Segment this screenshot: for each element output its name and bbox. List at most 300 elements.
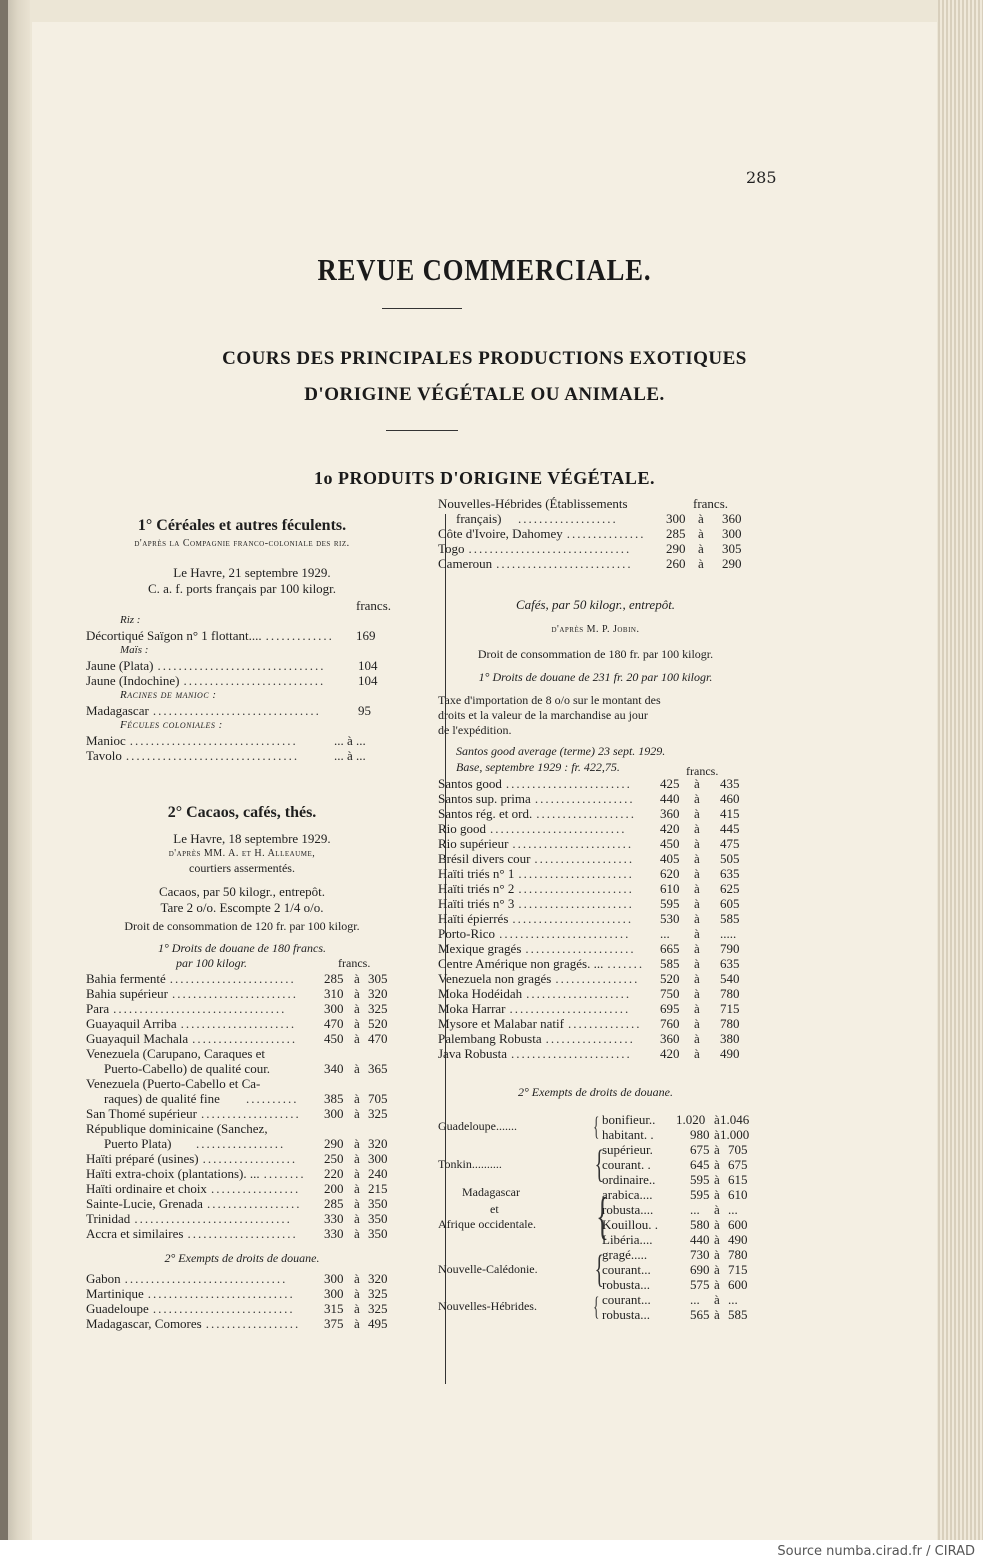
- brace-icon: {: [593, 1112, 600, 1141]
- page-title: REVUE COMMERCIALE.: [317, 252, 652, 287]
- a-separator: à: [714, 1292, 720, 1307]
- a-separator: à: [714, 1307, 720, 1322]
- tare-line: Tare 2 o/o. Escompte 2 1/4 o/o.: [160, 900, 324, 915]
- a-separator: à: [694, 1031, 700, 1046]
- row-value-low: 330: [324, 1211, 344, 1226]
- row-value-low: 595: [690, 1172, 710, 1187]
- row-label: Haïti épierrés: [438, 911, 509, 926]
- a-separator: à: [694, 971, 700, 986]
- row-value-low: 300: [324, 1286, 344, 1301]
- row-label: Gabon: [86, 1271, 121, 1286]
- a-separator: à: [694, 1046, 700, 1061]
- leader-dots: .......................: [510, 1046, 632, 1061]
- table-row: [86, 1106, 398, 1121]
- row-value-high: 325: [368, 1106, 388, 1121]
- row-label: Guayaquil Arriba: [86, 1016, 177, 1031]
- quality-label: Libéria....: [602, 1232, 653, 1247]
- table-row: [86, 1226, 398, 1241]
- table-row: [438, 986, 753, 1001]
- row-value-low: 315: [324, 1301, 344, 1316]
- row-label: Rio supérieur: [438, 836, 509, 851]
- row-label: République dominicaine (Sanchez,: [86, 1121, 268, 1136]
- row-value-high: 705: [368, 1091, 388, 1106]
- row-label: Para: [86, 1001, 110, 1016]
- row-value-high: 1.046: [720, 1112, 750, 1127]
- row-label: Manioc: [86, 733, 126, 748]
- title-rule: [382, 308, 462, 309]
- row-label: Moka Hodéidah: [438, 986, 523, 1001]
- row-value-low: 450: [324, 1031, 344, 1046]
- row-value-high: 380: [720, 1031, 740, 1046]
- a-separator: à: [714, 1187, 720, 1202]
- a-separator: à: [354, 1016, 360, 1031]
- leader-dots: .............: [265, 628, 334, 643]
- row-value-high: 625: [720, 881, 740, 896]
- row-label: Cameroun: [438, 556, 493, 571]
- cacao-list: [86, 1151, 398, 1241]
- table-row: [438, 806, 753, 821]
- terms-line: C. a. f. ports français par 100 kilogr.: [147, 581, 337, 596]
- table-row: [86, 733, 398, 748]
- leader-dots: ..................: [206, 1196, 302, 1211]
- row-label: Centre Amérique non gragés. ...: [438, 956, 604, 971]
- table-row: [86, 628, 398, 643]
- place-label: Nouvelles-Hébrides.: [438, 1299, 537, 1313]
- leader-dots: ..................: [205, 1316, 301, 1331]
- row-value-high: 435: [720, 776, 740, 791]
- a-separator: à: [354, 1301, 360, 1316]
- place-label: Nouvelle-Calédonie.: [438, 1261, 538, 1276]
- row-value-high: 320: [368, 986, 388, 1001]
- table-row: [86, 703, 398, 718]
- a-separator: à: [694, 836, 700, 851]
- row-value-low: 730: [690, 1247, 710, 1262]
- row-value-high: 490: [728, 1232, 748, 1247]
- brace-icon: {: [596, 1188, 609, 1245]
- row-value-low: 360: [660, 1031, 680, 1046]
- leader-dots: .................: [210, 1181, 301, 1196]
- row-value-low: 420: [660, 821, 680, 836]
- unit-label: francs.: [338, 956, 371, 970]
- row-label: Mexique gragés: [438, 941, 522, 956]
- row-label: San Thomé supérieur: [86, 1106, 197, 1121]
- leader-dots: ...........................: [152, 1301, 295, 1316]
- row-label: Sainte-Lucie, Grenada: [86, 1196, 203, 1211]
- leader-dots: .......................: [509, 1001, 631, 1016]
- table-row: [438, 1292, 753, 1307]
- table-row: [86, 1151, 398, 1166]
- row-value-low: 645: [690, 1157, 710, 1172]
- row-label: Puerto Plata): [104, 1136, 172, 1151]
- row-label: Haïti triés n° 2: [438, 881, 515, 896]
- table-row: [438, 1232, 753, 1247]
- category-label: Maïs :: [120, 644, 149, 656]
- table-row: [438, 836, 753, 851]
- a-separator: à: [354, 1001, 360, 1016]
- row-value-low: 610: [660, 881, 680, 896]
- a-separator: à: [698, 511, 704, 526]
- row-label: Bahia supérieur: [86, 986, 168, 1001]
- row-value-high: 635: [720, 956, 740, 971]
- row-value-high: 705: [728, 1142, 748, 1157]
- row-label: Venezuela (Puerto-Cabello et Ca-: [86, 1076, 261, 1091]
- row-value-high: 460: [720, 791, 740, 806]
- row-label: Santos rég. et ord.: [438, 806, 533, 821]
- row-label: Madagascar: [86, 703, 149, 718]
- leader-dots: ..................: [202, 1151, 298, 1166]
- row-label: Porto-Rico: [438, 926, 496, 941]
- table-row: [86, 1211, 398, 1226]
- row-value-low: 310: [324, 986, 344, 1001]
- leader-dots: ......................: [180, 1016, 297, 1031]
- a-separator: à: [354, 1196, 360, 1211]
- brace-icon: {: [594, 1248, 605, 1291]
- quality-label: courant. .: [602, 1157, 651, 1172]
- row-value-low: 425: [660, 776, 680, 791]
- leader-dots: ....................: [526, 986, 632, 1001]
- row-value: ... à ...: [334, 733, 366, 748]
- table-row: [438, 776, 753, 791]
- row-value-low: 285: [666, 526, 686, 541]
- row-label: raques) de qualité fine: [104, 1091, 220, 1106]
- category-label: Riz :: [120, 614, 141, 626]
- row-value-low: 285: [324, 971, 344, 986]
- leader-dots: ...............................: [124, 1271, 288, 1286]
- row-value-low: 300: [324, 1001, 344, 1016]
- a-separator: à: [694, 821, 700, 836]
- leader-dots: ........................: [505, 776, 632, 791]
- taxe-line: de l'expédition.: [438, 723, 512, 737]
- a-separator: à: [694, 911, 700, 926]
- row-value-low: 285: [324, 1196, 344, 1211]
- exempt-group: [438, 1112, 753, 1142]
- exempt-group: [438, 1247, 753, 1292]
- table-row: [86, 1301, 398, 1316]
- a-separator: à: [714, 1202, 720, 1217]
- table-row: [438, 1247, 753, 1262]
- row-value-low: 470: [324, 1016, 344, 1031]
- row-value-low: 300: [324, 1271, 344, 1286]
- table-row: [438, 1262, 753, 1277]
- row-label: Puerto-Cabello) de qualité cour.: [104, 1061, 271, 1076]
- leader-dots: ...................: [534, 791, 635, 806]
- quality-label: courant...: [602, 1292, 651, 1307]
- taxe-line: Taxe d'importation de 8 o/o sur le montant des: [438, 693, 661, 707]
- row-label: Nouvelles-Hébrides (Établissements: [438, 496, 628, 511]
- row-value-high: ...: [728, 1202, 738, 1217]
- cafes-line: Cafés, par 50 kilogr., entrepôt.: [515, 597, 676, 612]
- row-value-low: 565: [690, 1307, 710, 1322]
- row-value-high: 300: [368, 1151, 388, 1166]
- table-row: [438, 896, 753, 911]
- row-value-high: 365: [368, 1061, 388, 1076]
- fecules-list: [86, 733, 398, 763]
- unit-label: francs.: [686, 764, 719, 778]
- table-row: [438, 1046, 753, 1061]
- row-value-high: 780: [720, 986, 740, 1001]
- row-value-high: 505: [720, 851, 740, 866]
- place-label: et: [490, 1202, 499, 1216]
- row-value-high: 445: [720, 821, 740, 836]
- a-separator: à: [694, 986, 700, 1001]
- right-column: [438, 496, 753, 1322]
- row-value-high: 305: [368, 971, 388, 986]
- row-value: ... à ...: [334, 748, 366, 763]
- section-title: 1o PRODUITS D'ORIGINE VÉGÉTALE.: [314, 468, 655, 488]
- row-label: français): [456, 511, 502, 526]
- exempts-label: 2° Exempts de droits de douane.: [518, 1085, 673, 1099]
- row-value-high: 780: [728, 1247, 748, 1262]
- a-separator: à: [354, 986, 360, 1001]
- row-label: Venezuela (Carupano, Caraques et: [86, 1046, 266, 1061]
- row-value-low: 420: [660, 1046, 680, 1061]
- cacaos-line: Cacaos, par 50 kilogr., entrepôt.: [158, 884, 326, 899]
- table-row: [438, 881, 753, 896]
- a-separator: à: [694, 866, 700, 881]
- section-heading: 2° Cacaos, cafés, thés.: [167, 804, 317, 821]
- santos-line: Santos good average (terme) 23 sept. 1929.: [456, 744, 666, 758]
- a-separator: à: [694, 791, 700, 806]
- droit-line: Droit de consommation de 120 fr. par 100 kilogr.: [124, 919, 360, 933]
- douane-line: 1° Droits de douane de 180 francs.: [157, 941, 326, 955]
- table-row: [438, 556, 753, 571]
- a-separator: à: [714, 1172, 720, 1187]
- cacao-list: [86, 1106, 398, 1121]
- a-separator: à: [698, 541, 704, 556]
- quality-label: robusta...: [602, 1307, 651, 1322]
- row-value-high: 540: [720, 971, 740, 986]
- source-line: courtiers assermentés.: [189, 861, 295, 875]
- a-separator: à: [694, 1001, 700, 1016]
- quality-label: robusta...: [602, 1277, 651, 1292]
- row-value-high: 635: [720, 866, 740, 881]
- row-value-low: 530: [660, 911, 680, 926]
- source-line: d'après la Compagnie franco-coloniale des riz.: [134, 538, 350, 549]
- a-separator: à: [694, 881, 700, 896]
- leader-dots: ......................: [518, 896, 634, 911]
- table-row: [438, 1001, 753, 1016]
- leader-dots: ..............: [567, 1016, 642, 1031]
- row-value-low: 385: [324, 1091, 344, 1106]
- row-value-low: 575: [690, 1277, 710, 1292]
- document-page: [32, 22, 937, 1540]
- row-value-low: 760: [660, 1016, 680, 1031]
- row-label: Haïti extra-choix (plantations). ...: [86, 1166, 260, 1181]
- leader-dots: .......................: [512, 836, 634, 851]
- a-separator: à: [354, 1211, 360, 1226]
- row-value-high: 600: [728, 1277, 748, 1292]
- table-row: [438, 496, 753, 511]
- row-value-low: 595: [660, 896, 680, 911]
- leader-dots: ........: [263, 1166, 306, 1181]
- table-row: [438, 1127, 753, 1142]
- mais-list: [86, 658, 398, 688]
- row-value-high: 305: [722, 541, 742, 556]
- leader-dots: ................................: [157, 658, 326, 673]
- droit-douane-line: 1° Droits de douane de 231 fr. 20 par 100 kilogr.: [478, 670, 713, 684]
- leader-dots: ...................: [536, 806, 636, 821]
- table-row: [438, 851, 753, 866]
- row-label: Moka Harrar: [438, 1001, 506, 1016]
- a-separator: à: [694, 1016, 700, 1031]
- brace-icon: {: [594, 1143, 605, 1186]
- row-label: Togo: [438, 541, 465, 556]
- row-value-high: 585: [720, 911, 740, 926]
- row-value-low: 695: [660, 1001, 680, 1016]
- table-row: [438, 956, 753, 971]
- row-value-high: 600: [728, 1217, 748, 1232]
- row-label: Jaune (Plata): [86, 658, 154, 673]
- row-value-low: 250: [324, 1151, 344, 1166]
- row-value-low: ...: [660, 926, 670, 941]
- row-label: Venezuela non gragés: [438, 971, 552, 986]
- row-label: Haïti triés n° 3: [438, 896, 515, 911]
- unit-label: francs.: [693, 496, 729, 511]
- a-separator: à: [694, 776, 700, 791]
- row-value-high: 790: [720, 941, 740, 956]
- leader-dots: .....................: [525, 941, 636, 956]
- a-separator: à: [354, 1271, 360, 1286]
- row-value-high: 415: [720, 806, 740, 821]
- quality-label: gragé.....: [602, 1247, 648, 1262]
- row-label: Haïti ordinaire et choix: [86, 1181, 207, 1196]
- row-value-high: .....: [720, 926, 737, 941]
- a-separator: à: [354, 1031, 360, 1046]
- table-row: [86, 1046, 398, 1061]
- exempt-group: [438, 1142, 753, 1187]
- a-separator: à: [694, 941, 700, 956]
- a-separator: à: [354, 1181, 360, 1196]
- row-label: Madagascar, Comores: [86, 1316, 202, 1331]
- cacao-list: [86, 971, 398, 1046]
- row-value-low: 980: [690, 1127, 710, 1142]
- row-label: Bahia fermenté: [86, 971, 166, 986]
- table-row: [86, 1031, 398, 1046]
- riz-list: [86, 628, 398, 643]
- a-separator: à: [714, 1142, 720, 1157]
- row-value-low: 200: [324, 1181, 344, 1196]
- category-label: Racines de manioc :: [120, 689, 217, 701]
- a-separator: à: [714, 1217, 720, 1232]
- row-label: Martinique: [86, 1286, 144, 1301]
- table-row: [438, 759, 753, 776]
- place-label: Guadeloupe.......: [438, 1119, 517, 1133]
- spine-shadow: [0, 0, 8, 1540]
- a-separator: à: [694, 896, 700, 911]
- page-number: 285: [746, 168, 777, 187]
- taxe-line: droits et la valeur de la marchandise au jour: [438, 708, 648, 722]
- row-value-low: 260: [666, 556, 686, 571]
- row-value-low: 620: [660, 866, 680, 881]
- row-value-low: 440: [660, 791, 680, 806]
- table-row: [438, 941, 753, 956]
- leader-dots: ...................: [200, 1106, 301, 1121]
- row-value-low: 595: [690, 1187, 710, 1202]
- table-row: [438, 1016, 753, 1031]
- row-label: Haïti triés n° 1: [438, 866, 515, 881]
- row-value: 104: [358, 658, 378, 673]
- table-row: [86, 1166, 398, 1181]
- row-label: Santos sup. prima: [438, 791, 531, 806]
- row-value-high: 320: [368, 1271, 388, 1286]
- table-row: [438, 1112, 753, 1127]
- leader-dots: .................: [545, 1031, 635, 1046]
- a-separator: à: [714, 1232, 720, 1247]
- table-row: [86, 971, 398, 986]
- a-separator: à: [354, 1151, 360, 1166]
- row-value-low: 330: [324, 1226, 344, 1241]
- leader-dots: ...............................: [468, 541, 632, 556]
- subtitle-line-2: D'ORIGINE VÉGÉTALE OU ANIMALE.: [304, 384, 665, 405]
- row-value-low: 750: [660, 986, 680, 1001]
- table-row: [86, 1061, 398, 1076]
- table-row: [438, 1217, 753, 1232]
- table-row: [438, 911, 753, 926]
- table-row: [86, 986, 398, 1001]
- row-value-low: 375: [324, 1316, 344, 1331]
- a-separator: à: [698, 526, 704, 541]
- row-label: Guayaquil Machala: [86, 1031, 189, 1046]
- row-label: Java Robusta: [438, 1046, 507, 1061]
- table-row: [86, 1316, 398, 1331]
- row-label: Mysore et Malabar natif: [438, 1016, 564, 1031]
- quality-label: arabica....: [602, 1187, 653, 1202]
- a-separator: à: [694, 926, 700, 941]
- row-value-low: 520: [660, 971, 680, 986]
- row-label: Décortiqué Saïgon n° 1 flottant....: [86, 628, 262, 643]
- table-row: [438, 1142, 753, 1157]
- a-separator: à: [354, 1166, 360, 1181]
- table-row: [438, 1202, 753, 1217]
- leader-dots: ..............................: [134, 1211, 292, 1226]
- place-label: Madagascar: [462, 1185, 520, 1199]
- row-value-low: 405: [660, 851, 680, 866]
- table-row: [438, 926, 753, 941]
- row-value-low: 300: [666, 511, 686, 526]
- row-value-low: 300: [324, 1106, 344, 1121]
- row-value-high: 350: [368, 1196, 388, 1211]
- leader-dots: ................................: [152, 703, 321, 718]
- a-separator: à: [714, 1262, 720, 1277]
- exempt-group: [438, 1292, 753, 1322]
- row-value-high: 780: [720, 1016, 740, 1031]
- row-value-high: 300: [722, 526, 742, 541]
- row-value-high: 215: [368, 1181, 388, 1196]
- left-column: [86, 516, 398, 1331]
- row-value-high: 715: [728, 1262, 748, 1277]
- table-row: [438, 1031, 753, 1046]
- leader-dots: .........................: [499, 926, 631, 941]
- row-label: Santos good: [438, 776, 502, 791]
- row-value-high: 325: [368, 1286, 388, 1301]
- quality-label: supérieur.: [602, 1142, 653, 1157]
- row-value-low: 665: [660, 941, 680, 956]
- a-separator: à: [354, 1136, 360, 1151]
- row-value-high: 610: [728, 1187, 748, 1202]
- a-separator: à: [354, 1226, 360, 1241]
- quality-label: habitant. .: [602, 1127, 654, 1142]
- table-row: [86, 1271, 398, 1286]
- row-value-high: 350: [368, 1211, 388, 1226]
- table-row: [86, 1016, 398, 1031]
- cafe-list: [438, 776, 753, 1061]
- leader-dots: ........................: [171, 986, 298, 1001]
- table-row: raques) de qualité fine .......... 385 à 705: [104, 1091, 388, 1106]
- leader-dots: .................................: [113, 1001, 287, 1016]
- table-row: Puerto Plata) ................. 290 à 320: [104, 1136, 388, 1151]
- row-value-high: 240: [368, 1166, 388, 1181]
- base-line: Base, septembre 1929 : fr. 422,75.: [456, 760, 620, 774]
